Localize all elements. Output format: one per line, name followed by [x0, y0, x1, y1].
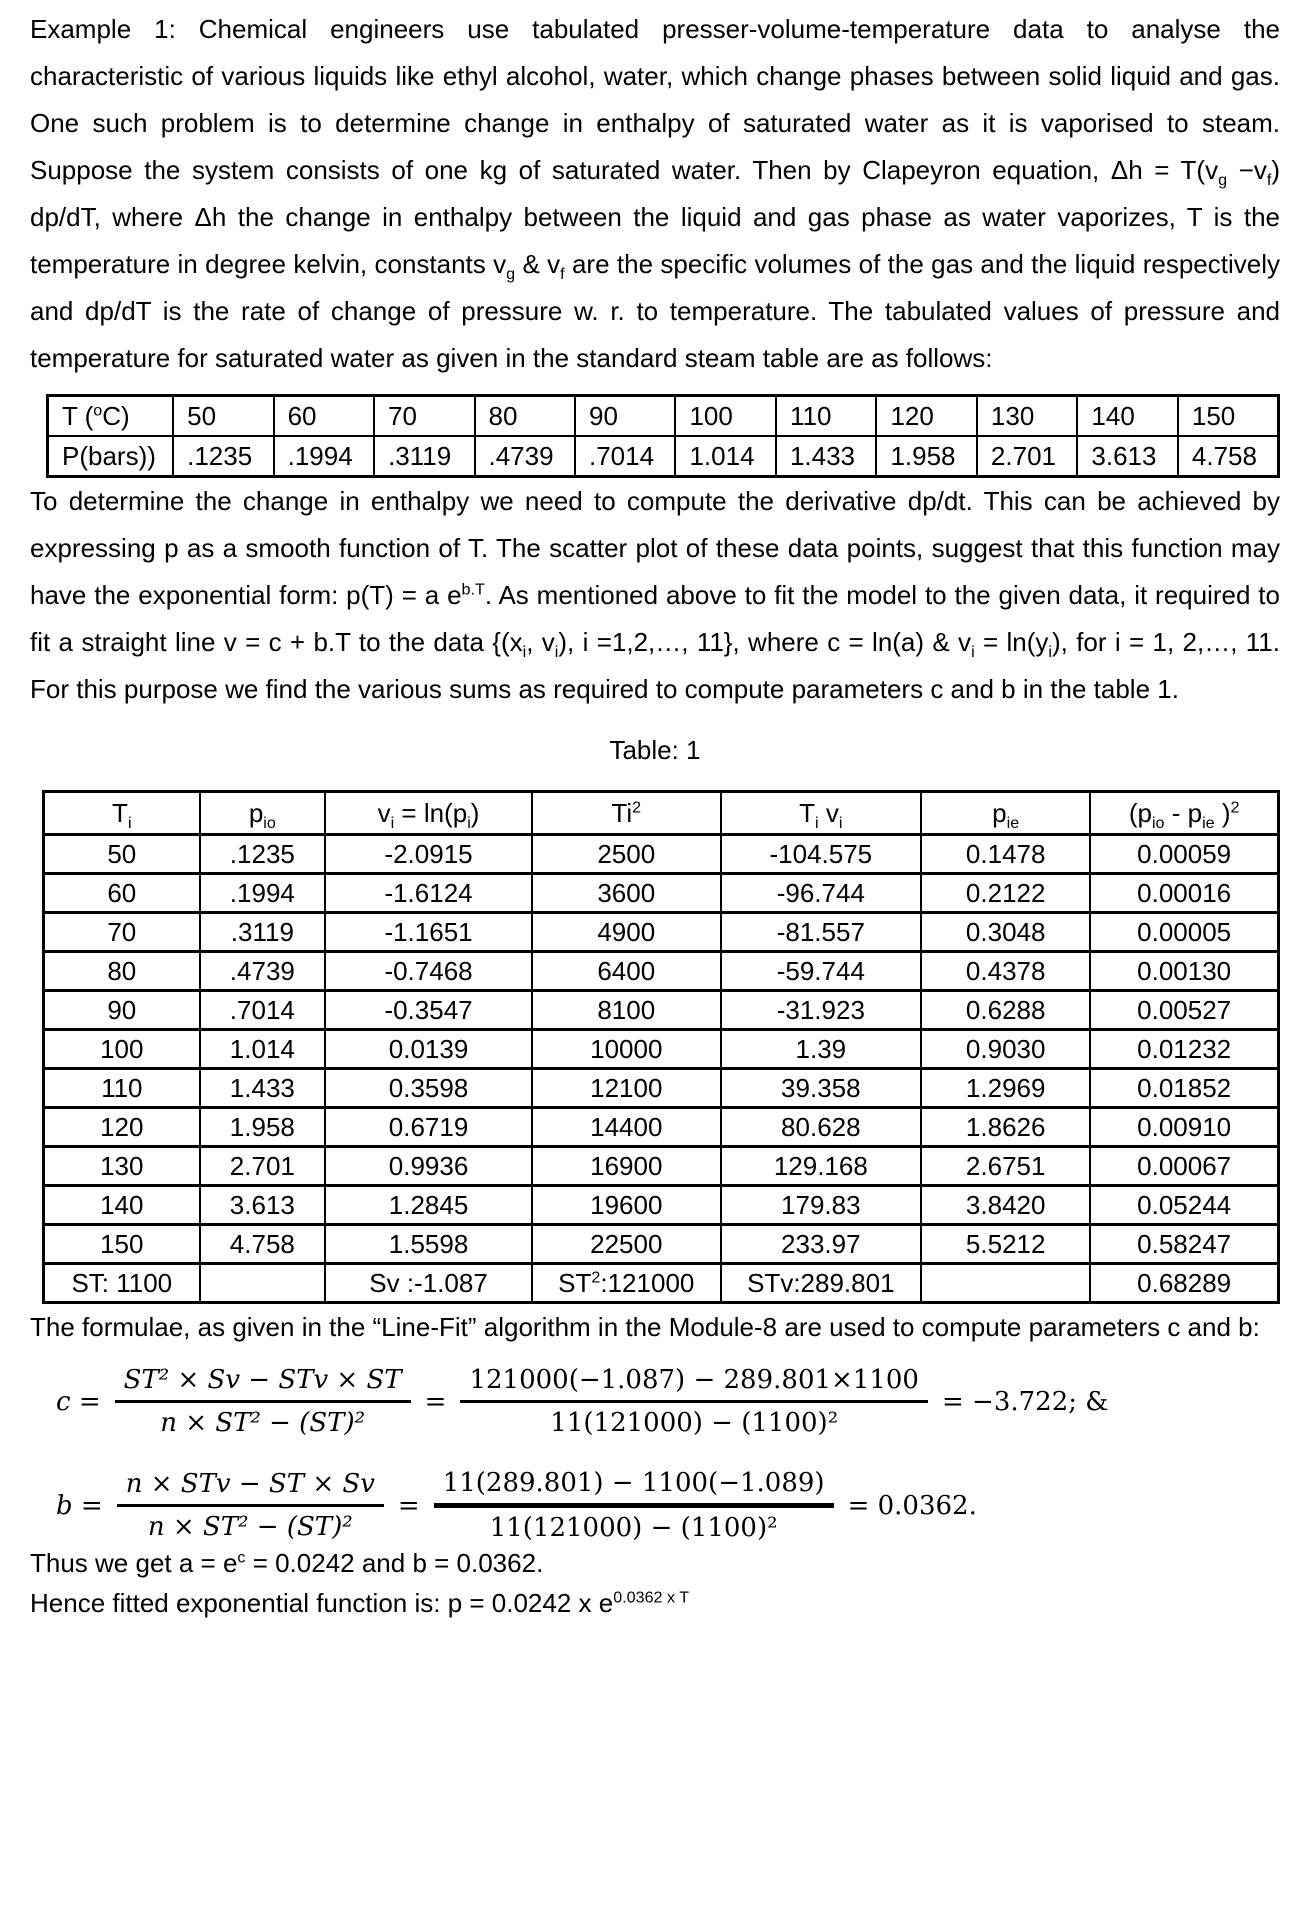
- table-cell: 1.2969: [921, 1069, 1090, 1108]
- table-row: [44, 1225, 1279, 1264]
- table-cell: 100: [44, 1030, 200, 1069]
- table-cell: -0.7468: [325, 952, 532, 991]
- fraction-denominator: 11(121000) − (1100)²: [489, 1513, 778, 1543]
- equation-c: [56, 1365, 1280, 1438]
- table-cell: ST: 1100: [44, 1264, 200, 1303]
- table-cell: STv:289.801: [721, 1264, 922, 1303]
- table-cell: 179.83: [721, 1186, 922, 1225]
- table-cell: 70: [44, 913, 200, 952]
- equals-sign: =: [424, 1386, 447, 1417]
- table-cell: 4.758: [1178, 436, 1279, 477]
- table-cell: [921, 1264, 1090, 1303]
- table-cell: 0.6719: [325, 1108, 532, 1147]
- computation-table: [42, 790, 1280, 1304]
- table-cell: 4.758: [200, 1225, 325, 1264]
- table-cell: 4900: [532, 913, 721, 952]
- table-cell: .1994: [274, 436, 374, 477]
- steam-table: [46, 394, 1280, 478]
- table-cell: -1.1651: [325, 913, 532, 952]
- table-cell: 3600: [532, 874, 721, 913]
- table-row: [44, 1030, 1279, 1069]
- table-cell: 1.8626: [921, 1108, 1090, 1147]
- table-cell: 22500: [532, 1225, 721, 1264]
- table-cell: 10000: [532, 1030, 721, 1069]
- table-cell: -31.923: [721, 991, 922, 1030]
- table-cell: 2.701: [977, 436, 1077, 477]
- table-cell: 233.97: [721, 1225, 922, 1264]
- table-cell: 120: [876, 396, 976, 437]
- table-cell: 2500: [532, 835, 721, 874]
- table-cell: 0.00005: [1090, 913, 1278, 952]
- table-cell: 6400: [532, 952, 721, 991]
- table-row: [44, 991, 1279, 1030]
- table-cell: 0.00910: [1090, 1108, 1278, 1147]
- table-cell: 80: [475, 396, 575, 437]
- table-cell: 0.2122: [921, 874, 1090, 913]
- table-cell: $v_i = \ln(p_i)$: [325, 792, 532, 835]
- table-cell: 1.433: [776, 436, 876, 477]
- table-cell: $ST^2:121000$: [532, 1264, 721, 1303]
- table-cell: .3119: [374, 436, 474, 477]
- table-cell: .4739: [475, 436, 575, 477]
- table-cell: 3.613: [1077, 436, 1177, 477]
- fraction-denominator: n × ST² − (ST)²: [147, 1512, 353, 1542]
- table-row: [48, 396, 1279, 437]
- table-cell: 0.58247: [1090, 1225, 1278, 1264]
- table-cell: 3.8420: [921, 1186, 1090, 1225]
- table-cell: $T_i$ $v_i$: [721, 792, 922, 835]
- conclusion-thus: Thus we get $a = e^c = 0.0242$ and b = 0.0362.: [30, 1548, 544, 1578]
- table-row: [44, 1186, 1279, 1225]
- table-cell: .4739: [200, 952, 325, 991]
- table-cell: 5.5212: [921, 1225, 1090, 1264]
- table-cell: 80: [44, 952, 200, 991]
- table-cell: 12100: [532, 1069, 721, 1108]
- formulae-paragraph: The formulae, as given in the “Line-Fit” algorithm in the Module-8 are used to compute parameters c and b:: [30, 1312, 1260, 1342]
- table-cell: 0.3598: [325, 1069, 532, 1108]
- table-cell: 1.2845: [325, 1186, 532, 1225]
- table-cell: 0.05244: [1090, 1186, 1278, 1225]
- table-cell: -59.744: [721, 952, 922, 991]
- conclusion-hence: Hence fitted exponential function is: p = 0.0242 x $e^{0.0362 x T}$: [30, 1588, 690, 1618]
- table-row: [44, 835, 1279, 874]
- table-cell: $p_{io}$: [200, 792, 325, 835]
- equation-b-symbolic-fraction: [117, 1469, 384, 1542]
- table-cell: 1.5598: [325, 1225, 532, 1264]
- table-cell: Ti$^2$: [532, 792, 721, 835]
- table-cell: 150: [1178, 396, 1279, 437]
- table-cell: 60: [274, 396, 374, 437]
- fraction-denominator: 11(121000) − (1100)²: [550, 1408, 839, 1438]
- table-cell: 0.6288: [921, 991, 1090, 1030]
- table-cell: 2.6751: [921, 1147, 1090, 1186]
- table-cell: -2.0915: [325, 835, 532, 874]
- table-cell: 129.168: [721, 1147, 922, 1186]
- table-row: [44, 1108, 1279, 1147]
- table-cell: 100: [675, 396, 775, 437]
- table-cell: $p_{ie}$: [921, 792, 1090, 835]
- table-row: [48, 436, 1279, 477]
- table-cell: 90: [575, 396, 675, 437]
- table-cell: -81.557: [721, 913, 922, 952]
- table-cell: 8100: [532, 991, 721, 1030]
- intro-paragraph: Example 1: Chemical engineers use tabulated presser-volume-temperature data to analyse the characteristic of various liquids like ethyl alcohol, water, which change phases between solid liquid and gas. One such problem is to determine change in enthalpy of saturated water as it is vaporised to steam. Suppose the system consists of one kg of saturated water. Then by Clapeyron equation, $\Delta h = T(v_g -v_f)$ dp/dT, where Δh the change in enthalpy between the liquid and gas phase as water vaporizes, T is the temperature in degree kelvin, constants $v_g$ & $v_f$ are the specific volumes of the gas and the liquid respectively and dp/dT is the rate of change of pressure w. r. to temperature. The tabulated values of pressure and temperature for saturated water as given in the standard steam table are as follows:: [30, 14, 1280, 373]
- table-cell: .7014: [200, 991, 325, 1030]
- table-cell: 0.68289: [1090, 1264, 1278, 1303]
- method-paragraph: To determine the change in enthalpy we need to compute the derivative dp/dt. This can be achieved by expressing p as a smooth function of T. The scatter plot of these data points, suggest that this function may have the exponential form: p(T) = a $e^{b.T}$. As mentioned above to fit the model to the given data, it required to fit a straight line v = c + b.T to the data {($x_i$, $v_i$), i =1,2,…, 11}, where c = ln(a) & $v_i = \ln(y_i)$, for i = 1, 2,…, 11. For this purpose we find the various sums as required to compute parameters c and b in the table 1.: [30, 486, 1280, 704]
- table-cell: .3119: [200, 913, 325, 952]
- table-cell: -1.6124: [325, 874, 532, 913]
- table-cell: 110: [776, 396, 876, 437]
- table-row: [44, 1069, 1279, 1108]
- table-cell: 3.613: [200, 1186, 325, 1225]
- fraction-numerator: ST² × Sv − STv × ST: [115, 1365, 411, 1403]
- table-cell: 0.00527: [1090, 991, 1278, 1030]
- table-cell: 16900: [532, 1147, 721, 1186]
- table-cell: 1.39: [721, 1030, 922, 1069]
- table-cell: 0.00130: [1090, 952, 1278, 991]
- fraction-numerator: n × STv − ST × Sv: [117, 1469, 384, 1507]
- equation-c-result: = −3.722; &: [941, 1386, 1109, 1417]
- table-header-row: [44, 792, 1279, 835]
- table-cell: 0.01232: [1090, 1030, 1278, 1069]
- table-cell: 0.0139: [325, 1030, 532, 1069]
- equation-b-result: = 0.0362.: [847, 1490, 977, 1521]
- table-cell: 50: [44, 835, 200, 874]
- table-cell: ($p_{io} - p_{ie}$ )$^2$: [1090, 792, 1278, 835]
- table-cell: $T_i$: [44, 792, 200, 835]
- table-cell: 130: [977, 396, 1077, 437]
- table-cell: 39.358: [721, 1069, 922, 1108]
- table-cell: 1.014: [200, 1030, 325, 1069]
- table-cell: .1994: [200, 874, 325, 913]
- table-cell: T ($^o$C): [48, 396, 174, 437]
- table-cell: .7014: [575, 436, 675, 477]
- table-cell: .1235: [173, 436, 273, 477]
- equation-b-numeric-fraction: [434, 1468, 834, 1543]
- equals-sign: =: [397, 1490, 420, 1521]
- table-cell: 1.014: [675, 436, 775, 477]
- table-cell: 1.958: [876, 436, 976, 477]
- table-cell: 0.00016: [1090, 874, 1278, 913]
- table-cell: 2.701: [200, 1147, 325, 1186]
- table-cell: 0.4378: [921, 952, 1090, 991]
- fraction-numerator: 121000(−1.087) − 289.801×1100: [460, 1365, 928, 1403]
- table-cell: 130: [44, 1147, 200, 1186]
- equation-b-lhs: b =: [56, 1490, 103, 1521]
- table-row: [44, 952, 1279, 991]
- table-cell: .1235: [200, 835, 325, 874]
- table-cell: 50: [173, 396, 273, 437]
- table-cell: P(bars)): [48, 436, 174, 477]
- equation-b: [56, 1468, 1280, 1543]
- table-row: [44, 1147, 1279, 1186]
- table-cell: 70: [374, 396, 474, 437]
- table-cell: 150: [44, 1225, 200, 1264]
- table-cell: 0.00067: [1090, 1147, 1278, 1186]
- table-cell: 0.3048: [921, 913, 1090, 952]
- equation-c-numeric-fraction: [460, 1365, 928, 1438]
- table-row: [44, 1264, 1279, 1303]
- table-row: [44, 913, 1279, 952]
- table-cell: Sv :-1.087: [325, 1264, 532, 1303]
- table-cell: 120: [44, 1108, 200, 1147]
- table-cell: [200, 1264, 325, 1303]
- table-cell: 140: [44, 1186, 200, 1225]
- table-cell: 0.01852: [1090, 1069, 1278, 1108]
- table-cell: -96.744: [721, 874, 922, 913]
- table-cell: 60: [44, 874, 200, 913]
- table-cell: 140: [1077, 396, 1177, 437]
- table-cell: 19600: [532, 1186, 721, 1225]
- table-cell: 1.433: [200, 1069, 325, 1108]
- fraction-numerator: 11(289.801) − 1100(−1.089): [434, 1468, 834, 1508]
- table-cell: 14400: [532, 1108, 721, 1147]
- equation-c-symbolic-fraction: [115, 1365, 411, 1438]
- table-cell: 0.9030: [921, 1030, 1090, 1069]
- table-cell: 110: [44, 1069, 200, 1108]
- equation-c-lhs: c =: [56, 1386, 101, 1417]
- table1-title: Table: 1: [609, 735, 701, 765]
- table-cell: 80.628: [721, 1108, 922, 1147]
- table-row: [44, 874, 1279, 913]
- table-cell: -0.3547: [325, 991, 532, 1030]
- table-cell: 0.1478: [921, 835, 1090, 874]
- table-cell: -104.575: [721, 835, 922, 874]
- table-cell: 0.9936: [325, 1147, 532, 1186]
- table-cell: 0.00059: [1090, 835, 1278, 874]
- fraction-denominator: n × ST² − (ST)²: [160, 1408, 366, 1438]
- table-cell: 1.958: [200, 1108, 325, 1147]
- table-cell: 90: [44, 991, 200, 1030]
